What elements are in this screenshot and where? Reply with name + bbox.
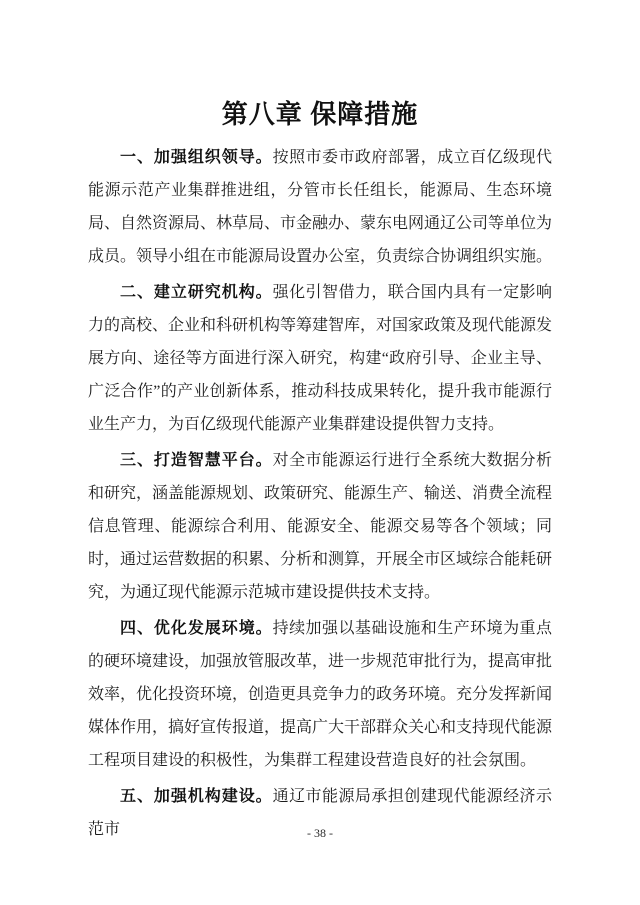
page-title: 第八章 保障措施 [221,100,419,129]
paragraph-heading: 三、打造智慧平台。 [120,452,273,469]
paragraph [88,612,552,777]
paragraph-heading: 二、建立研究机构。 [120,284,273,301]
paragraph [88,276,552,441]
paragraph [88,444,552,609]
paragraph-heading: 一、加强组织领导。 [120,149,273,166]
page-number: - 38 - [307,826,333,840]
paragraph-heading: 五、加强机构建设。 [120,788,273,805]
paragraph [88,141,552,273]
paragraph-body: 强化引智借力，联合国内具有一定影响力的高校、企业和科研机构等筹建智库，对国家政策及现代能源发展方向、途径等方面进行深入研究，构建“政府引导、企业主导、广泛合作”的产业创新体系，推动科技成果转化，提升我市能源行业生产力，为百亿级现代能源产业集群建设提供智力支持。 [88,284,553,433]
paragraph-body: 通辽市能源局承担创建现代能源经济示范市 [88,788,552,838]
paragraph-body: 按照市委市政府部署，成立百亿级现代能源示范产业集群推进组，分管市长任组长，能源局、生态环境局、自然资源局、林草局、市金融办、蒙东电网通辽公司等单位为成员。领导小组在市能源局设置办公室，负责综合协调组织实施。 [88,149,553,265]
paragraph-heading: 四、优化发展环境。 [120,620,273,637]
document-body [88,141,552,849]
paragraph-body: 持续加强以基础设施和生产环境为重点的硬环境建设，加强放管服改革，进一步规范审批行为，提高审批效率，优化投资环境，创造更具竞争力的政务环境。充分发挥新闻媒体作用，搞好宣传报道，提高广大干部群众关心和支持现代能源工程项目建设的积极性，为集群工程建设营造良好的社会氛围。 [88,620,553,769]
paragraph-body: 对全市能源运行进行全系统大数据分析和研究，涵盖能源规划、政策研究、能源生产、输送、消费全流程信息管理、能源综合利用、能源安全、能源交易等各个领域；同时，通过运营数据的积累、分析和测算，开展全市区域综合能耗研究，为通辽现代能源示范城市建设提供技术支持。 [88,452,553,601]
